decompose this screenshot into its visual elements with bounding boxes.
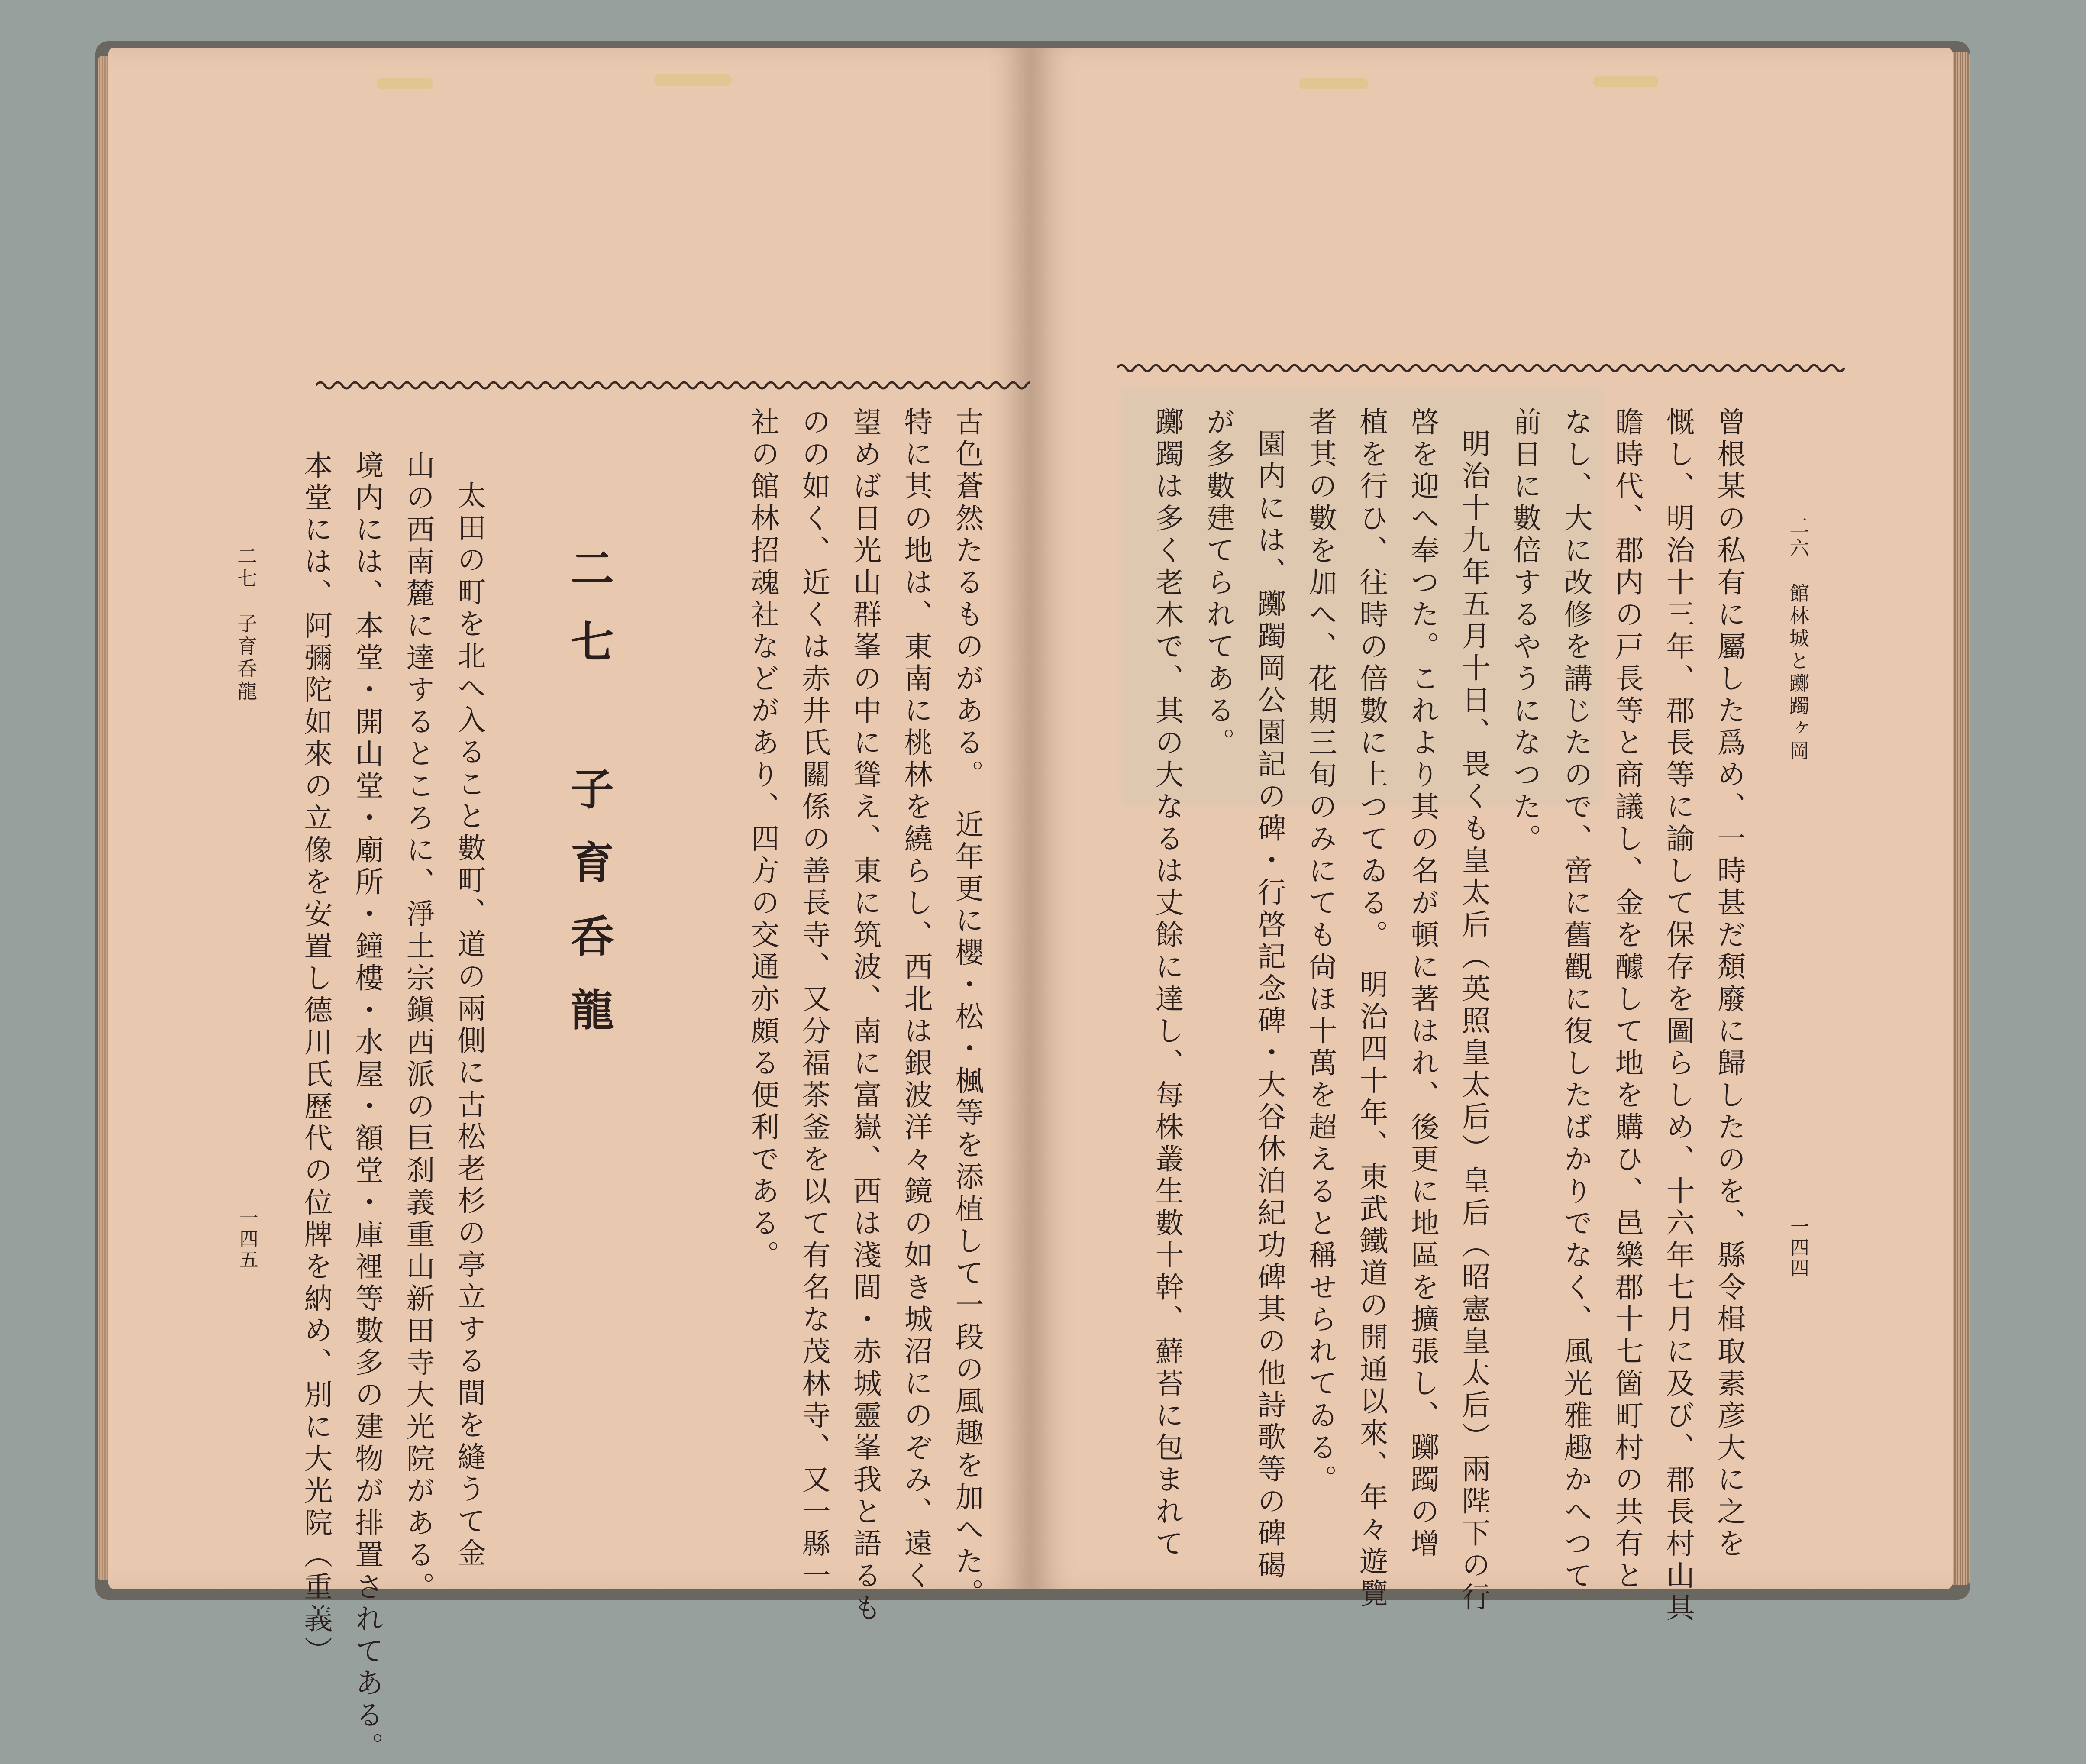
text-column: 望めば日光山群峯の中に聳え、東に筑波、南に富嶽、西は淺間・赤城靈峯我と語るも xyxy=(848,407,882,1625)
text-column: 古色蒼然たるものがある。 近年更に櫻・松・楓等を添植して一段の風趣を加へた。 xyxy=(950,407,984,1610)
running-header: 二七 子育呑龍 xyxy=(234,546,258,703)
section-title: 二七 子育呑龍 xyxy=(563,546,614,1061)
text-column: 境内には、本堂・開山堂・廟所・鐘樓・水屋・額堂・庫裡等數多の建物が排置されてある。 xyxy=(350,450,384,1764)
text-column: 瞻時代、郡内の戸長等と商議し、金を醵して地を購ひ、邑樂郡十七箇町村の共有と xyxy=(1610,407,1644,1593)
text-column: 躑躅は多く老木で、其の大なるは丈餘に達し、每株叢生數十幹、蘚苔に包まれて xyxy=(1150,407,1184,1560)
text-column: 啓を迎へ奉つた。これより其の名が頓に著はれ、後更に地區を擴張し、躑躅の增 xyxy=(1406,407,1439,1560)
text-column: 本堂には、阿彌陀如來の立像を安置し德川氏歷代の位牌を納め、別に大光院（重義） xyxy=(299,450,333,1668)
tape-residue xyxy=(654,74,732,86)
page-number: 一四五 xyxy=(236,1208,258,1270)
tape-residue xyxy=(1299,78,1368,89)
text-column: 山の西南麓に達するところに、淨土宗鎭西派の巨刹義重山新田寺大光院がある。 xyxy=(401,450,435,1604)
running-header: 二六 館林城と躑躅ヶ岡 xyxy=(1786,515,1810,763)
page-number: 一四四 xyxy=(1787,1217,1809,1279)
text-column: 社の館林招魂社などがあり、四方の交通亦頗る便利である。 xyxy=(746,407,779,1272)
text-column: 植を行ひ、往時の倍數に上つてゐる。 明治四十年、東武鐵道の開通以來、年々遊覽 xyxy=(1355,407,1388,1610)
text-column: 特に其の地は、東南に桃林を繞らし、西北は銀波洋々鏡の如き城沼にのぞみ、遠く xyxy=(899,407,933,1593)
left-page xyxy=(108,48,1030,1764)
text-column: 前日に數倍するやうになつた。 xyxy=(1508,407,1541,856)
tape-residue xyxy=(377,78,433,89)
text-column: 太田の町を北へ入ること數町、道の兩側に古松老杉の亭立する間を縫うて金 xyxy=(452,481,486,1570)
text-column: のの如く、近くは赤井氏關係の善長寺、又分福茶釜を以て有名な茂林寺、又一縣一 xyxy=(797,407,830,1593)
section-wavy-rule xyxy=(1117,359,1853,377)
text-column: 明治十九年五月十日、畏くも皇太后（英照皇太后）皇后（昭憲皇太后）兩陛下の行 xyxy=(1457,429,1490,1614)
text-column: が多數建てられてある。 xyxy=(1201,407,1235,759)
text-column: 曾根某の私有に屬した爲め、一時甚だ頽廢に歸したのを、縣令楫取素彦大に之を xyxy=(1712,407,1746,1560)
tape-residue xyxy=(1593,76,1658,87)
text-column: 者其の數を加へ、花期三旬のみにても尙ほ十萬を超えると稱せられてゐる。 xyxy=(1304,407,1337,1496)
right-page-edges xyxy=(1950,52,1970,1585)
text-column: 園内には、躑躅岡公園記の碑・行啓記念碑・大谷休泊紀功碑其の他詩歌等の碑碣 xyxy=(1253,429,1286,1582)
right-page xyxy=(1030,48,1953,1625)
section-wavy-rule xyxy=(316,377,1052,394)
text-column: なし、大に改修を講じたので、啻に舊觀に復したばかりでなく、風光雅趣かへつて xyxy=(1559,407,1592,1593)
text-column: 慨し、明治十三年、郡長等に諭して保存を圖らしめ、十六年七月に及び、郡長村山具 xyxy=(1661,407,1695,1625)
